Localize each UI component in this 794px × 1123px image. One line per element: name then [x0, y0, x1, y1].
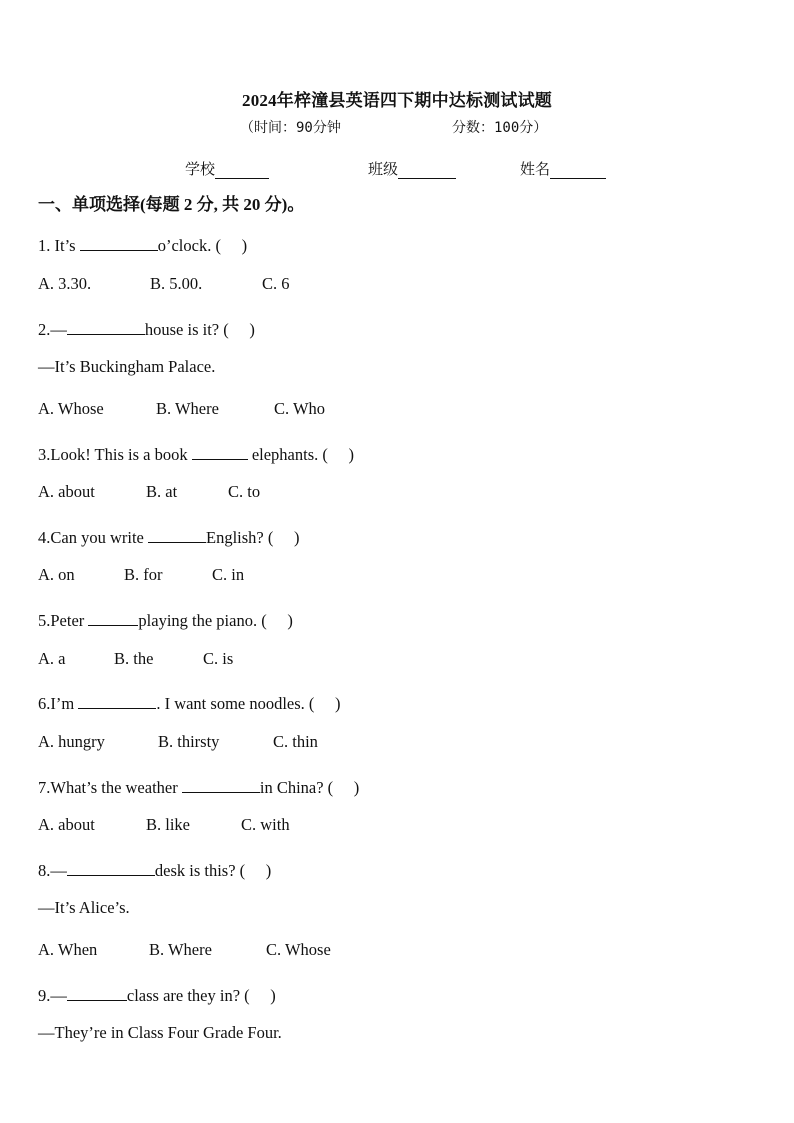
question-text: o’clock. ( ) — [157, 236, 248, 255]
option-c[interactable]: C. is — [203, 649, 234, 668]
question-3 — [38, 441, 354, 465]
answer-blank[interactable] — [67, 860, 155, 876]
option-c[interactable]: C. with — [241, 815, 290, 834]
option-a[interactable]: A. Whose — [38, 399, 104, 418]
option-c[interactable]: C. Whose — [266, 940, 331, 959]
school-label: 学校 — [185, 162, 216, 178]
question-text: class are they in? ( ) — [126, 986, 276, 1005]
answer-blank[interactable] — [78, 693, 156, 709]
option-c[interactable]: C. to — [228, 482, 261, 501]
option-a[interactable]: A. When — [38, 940, 98, 959]
option-a[interactable]: A. a — [38, 649, 66, 668]
dialogue-answer-8: —It’s Alice’s. — [38, 898, 130, 917]
option-b[interactable]: B. 5.00. — [150, 274, 203, 293]
time-limit: （时间：90分钟 — [240, 120, 341, 136]
options-4 — [38, 565, 244, 585]
answer-blank[interactable] — [148, 527, 206, 543]
question-text: desk is this? ( ) — [154, 861, 272, 880]
options-7 — [38, 815, 290, 835]
question-text: 7.What’s the weather — [38, 778, 182, 797]
option-a[interactable]: A. on — [38, 565, 75, 584]
question-4 — [38, 524, 299, 548]
option-b[interactable]: B. the — [114, 649, 154, 668]
class-label: 班级 — [368, 162, 399, 178]
answer-blank[interactable] — [192, 444, 248, 460]
option-a[interactable]: A. 3.30. — [38, 274, 92, 293]
options-2 — [38, 399, 325, 419]
question-text: . I want some noodles. ( ) — [156, 694, 341, 713]
question-text: 9.— — [38, 986, 67, 1005]
option-a[interactable]: A. hungry — [38, 732, 105, 751]
options-8 — [38, 940, 331, 960]
school-blank[interactable] — [215, 164, 269, 179]
question-text: 2.— — [38, 320, 67, 339]
answer-blank[interactable] — [80, 235, 158, 251]
section-heading: 一、单项选择(每题 2 分, 共 20 分)。 — [38, 195, 305, 214]
question-text: English? ( ) — [205, 528, 300, 547]
question-text: playing the piano. ( ) — [138, 611, 293, 630]
dialogue-answer-2: —It’s Buckingham Palace. — [38, 357, 216, 376]
options-1 — [38, 274, 290, 294]
school-field — [185, 158, 269, 179]
question-1 — [38, 232, 247, 256]
question-text: elephants. ( ) — [251, 445, 355, 464]
question-9 — [38, 982, 276, 1006]
answer-blank[interactable] — [67, 319, 145, 335]
option-c[interactable]: C. in — [212, 565, 245, 584]
total-score: 分数：100分） — [452, 120, 548, 136]
option-c[interactable]: C. 6 — [262, 274, 290, 293]
question-text: in China? ( ) — [259, 778, 360, 797]
option-b[interactable]: B. Where — [156, 399, 219, 418]
name-field — [520, 158, 606, 179]
question-6 — [38, 690, 341, 714]
option-b[interactable]: B. like — [146, 815, 190, 834]
question-8 — [38, 857, 271, 881]
answer-blank[interactable] — [182, 777, 260, 793]
answer-blank[interactable] — [67, 985, 127, 1001]
question-7 — [38, 774, 359, 798]
option-c[interactable]: C. Who — [274, 399, 326, 418]
option-b[interactable]: B. Where — [149, 940, 212, 959]
class-blank[interactable] — [398, 164, 456, 179]
options-3 — [38, 482, 260, 502]
option-a[interactable]: A. about — [38, 815, 95, 834]
question-2 — [38, 316, 255, 340]
question-5 — [38, 607, 293, 631]
option-a[interactable]: A. about — [38, 482, 95, 501]
options-6 — [38, 732, 318, 752]
question-text: 6.I’m — [38, 694, 79, 713]
dialogue-answer-9: —They’re in Class Four Grade Four. — [38, 1023, 282, 1042]
options-5 — [38, 649, 233, 669]
question-text: 5.Peter — [38, 611, 89, 630]
option-b[interactable]: B. thirsty — [158, 732, 220, 751]
exam-title: 2024年梓潼县英语四下期中达标测试试题 — [242, 91, 552, 110]
question-text: 4.Can you write — [38, 528, 148, 547]
answer-blank[interactable] — [88, 610, 138, 626]
name-label: 姓名 — [520, 162, 551, 178]
question-text: 1. It’s — [38, 236, 80, 255]
option-c[interactable]: C. thin — [273, 732, 318, 751]
question-text: 3.Look! This is a book — [38, 445, 192, 464]
question-text: house is it? ( ) — [144, 320, 255, 339]
question-text: 8.— — [38, 861, 67, 880]
option-b[interactable]: B. at — [146, 482, 178, 501]
class-field — [368, 158, 456, 179]
option-b[interactable]: B. for — [124, 565, 163, 584]
name-blank[interactable] — [550, 164, 606, 179]
